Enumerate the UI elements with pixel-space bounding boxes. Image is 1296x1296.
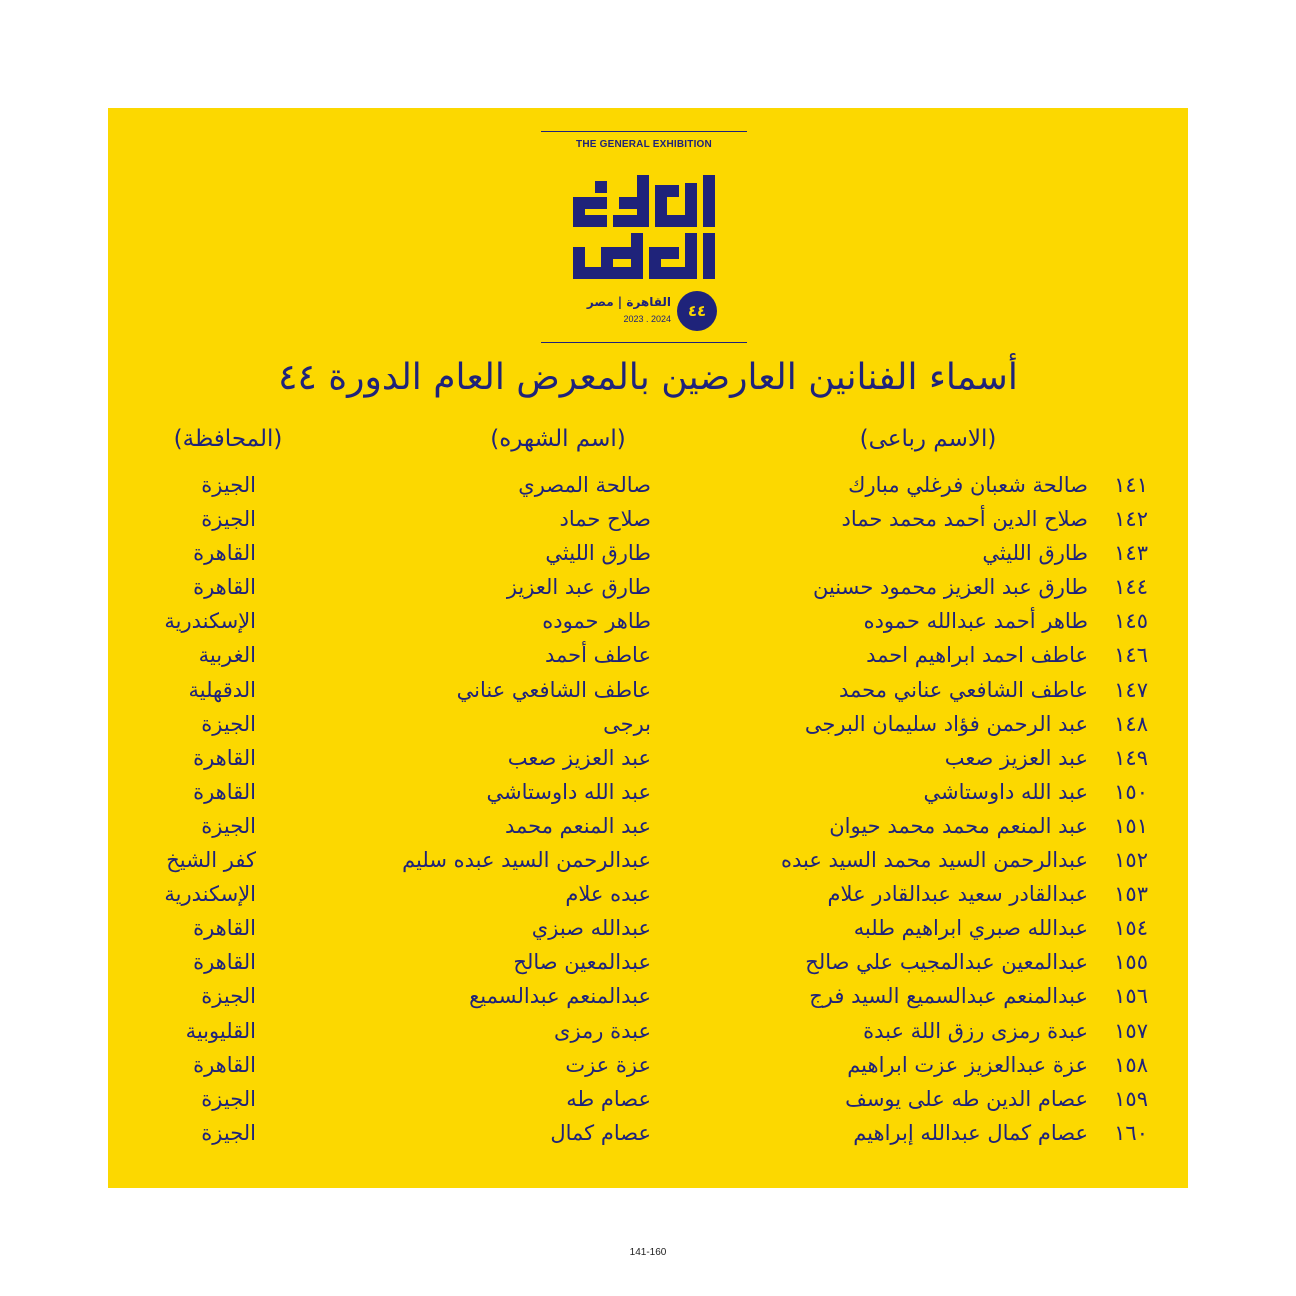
known-name: صالحة المصري: [518, 473, 651, 497]
full-name: عبد الرحمن فؤاد سليمان البرجى: [804, 711, 1088, 736]
table-row: [108, 979, 1188, 1013]
table-row: [108, 570, 1188, 604]
full-name: عبدالمنعم عبدالسميع السيد فرج: [809, 984, 1088, 1009]
full-name: طارق الليثي: [982, 541, 1088, 566]
governorate: الدقهلية: [188, 677, 256, 702]
table-row: [108, 1048, 1188, 1082]
governorate: الجيزة: [201, 1086, 256, 1111]
row-number: ١٥٥: [1114, 950, 1148, 975]
table-row: [108, 741, 1188, 775]
row-number: ١٤٥: [1114, 609, 1148, 634]
row-number: ١٦٠: [1114, 1120, 1148, 1145]
known-name: عصام طه: [566, 1086, 651, 1111]
row-number: ١٥١: [1114, 813, 1148, 838]
governorate: الغربية: [198, 643, 256, 668]
governorate: الإسكندرية: [164, 882, 256, 907]
row-number: ١٤٩: [1114, 745, 1148, 770]
known-name: صلاح حماد: [559, 507, 651, 532]
known-name: عبد العزيز صعب: [507, 745, 651, 770]
full-name: عبد المنعم محمد محمد حيوان: [829, 813, 1088, 838]
known-name: عبدالمنعم عبدالسميع: [469, 984, 651, 1009]
row-number: ١٥٤: [1114, 916, 1148, 941]
full-name: عاطف الشافعي عناني محمد: [838, 677, 1088, 702]
row-number: ١٥٩: [1114, 1086, 1148, 1111]
row-number: ١٥٢: [1114, 848, 1148, 873]
full-name: عاطف احمد ابراهيم احمد: [866, 643, 1088, 668]
yellow-panel: [108, 108, 1188, 1188]
exhibition-logo: [541, 131, 747, 344]
governorate: الإسكندرية: [164, 609, 256, 634]
governorate: القاهرة: [193, 950, 256, 975]
governorate: الجيزة: [201, 813, 256, 838]
governorate: القاهرة: [193, 779, 256, 804]
governorate: القاهرة: [193, 916, 256, 941]
full-name: عبدالله صبري ابراهيم طلبه: [853, 916, 1088, 941]
full-name: عبدالقادر سعيد عبدالقادر علام: [827, 882, 1088, 907]
table-row: [108, 877, 1188, 911]
page-title: أسماء الفنانين العارضين بالمعرض العام الدورة ٤٤: [278, 357, 1018, 398]
known-name: طارق عبد العزيز: [506, 575, 651, 600]
known-name: عبدالله صبزي: [531, 916, 651, 941]
governorate: القليوبية: [185, 1018, 256, 1043]
full-name: صلاح الدين أحمد محمد حماد: [841, 507, 1088, 532]
row-number: ١٤٦: [1114, 643, 1148, 668]
governorate: الجيزة: [201, 984, 256, 1009]
table-row: [108, 707, 1188, 741]
table-row: [108, 468, 1188, 502]
known-name: عبدالرحمن السيد عبده سليم: [402, 848, 651, 873]
logo-years: 2023 . 2024: [623, 314, 671, 324]
logo-arabic-wordmark: [573, 175, 715, 279]
logo-top-rule: [541, 131, 747, 132]
full-name: عزة عبدالعزيز عزت ابراهيم: [847, 1052, 1088, 1077]
row-number: ١٥٧: [1114, 1018, 1148, 1043]
row-number: ١٤٤: [1114, 575, 1148, 600]
row-number: ١٤٣: [1114, 541, 1148, 566]
governorate: الجيزة: [201, 1120, 256, 1145]
governorate: الجيزة: [201, 473, 256, 497]
edition-badge: ٤٤: [677, 291, 717, 331]
artist-list: [108, 468, 1188, 1150]
logo-bottom-rule: [541, 342, 747, 343]
known-name: عبدة رمزى: [554, 1018, 651, 1043]
table-row: [108, 638, 1188, 672]
header-full-name: (الاسم رباعى): [859, 426, 997, 452]
governorate: القاهرة: [193, 1052, 256, 1077]
governorate: القاهرة: [193, 745, 256, 770]
full-name: عبدالمعين عبدالمجيب علي صالح: [805, 950, 1088, 975]
full-name: صالحة شعبان فرغلي مبارك: [848, 473, 1088, 497]
known-name: عصام كمال: [550, 1120, 651, 1145]
row-number: ١٤٧: [1114, 677, 1148, 702]
row-number: ١٤١: [1114, 473, 1148, 497]
row-number: ١٤٨: [1114, 711, 1148, 736]
full-name: عصام كمال عبدالله إبراهيم: [853, 1120, 1088, 1145]
known-name: عاطف الشافعي عناني: [456, 677, 651, 702]
known-name: طاهر حموده: [542, 609, 651, 634]
table-row: [108, 843, 1188, 877]
row-number: ١٥٨: [1114, 1052, 1148, 1077]
known-name: عزة عزت: [565, 1052, 651, 1077]
table-row: [108, 604, 1188, 638]
full-name: عصام الدين طه على يوسف: [845, 1086, 1088, 1111]
table-row: [108, 502, 1188, 536]
full-name: عبد الله داوستاشي: [923, 779, 1088, 804]
known-name: برجى: [603, 711, 651, 736]
known-name: عبدالمعين صالح: [513, 950, 651, 975]
full-name: عبدة رمزى رزق اللة عبدة: [863, 1018, 1088, 1043]
known-name: طارق الليثي: [545, 541, 651, 566]
full-name: طارق عبد العزيز محمود حسنين: [812, 575, 1088, 600]
governorate: الجيزة: [201, 711, 256, 736]
governorate: الجيزة: [201, 507, 256, 532]
logo-city: القاهرة | مصر: [586, 295, 671, 309]
logo-english-title: THE GENERAL EXHIBITION: [576, 139, 712, 150]
governorate: القاهرة: [193, 575, 256, 600]
governorate: القاهرة: [193, 541, 256, 566]
table-row: [108, 1082, 1188, 1116]
governorate: كفر الشيخ: [166, 848, 256, 873]
full-name: عبد العزيز صعب: [944, 745, 1088, 770]
table-row: [108, 945, 1188, 979]
table-row: [108, 536, 1188, 570]
full-name: عبدالرحمن السيد محمد السيد عبده: [780, 848, 1088, 873]
known-name: عاطف أحمد: [544, 643, 651, 668]
row-number: ١٥٠: [1114, 779, 1148, 804]
table-row: [108, 911, 1188, 945]
known-name: عبده علام: [565, 882, 651, 907]
row-number: ١٥٦: [1114, 984, 1148, 1009]
table-row: [108, 1116, 1188, 1150]
page-range-label: 141-160: [629, 1247, 667, 1258]
header-known-name: (اسم الشهره): [490, 426, 626, 452]
row-number: ١٥٣: [1114, 882, 1148, 907]
table-row: [108, 775, 1188, 809]
table-row: [108, 673, 1188, 707]
header-governorate: (المحافظة): [173, 426, 283, 452]
row-number: ١٤٢: [1114, 507, 1148, 532]
known-name: عبد المنعم محمد: [504, 813, 651, 838]
table-row: [108, 1014, 1188, 1048]
known-name: عبد الله داوستاشي: [486, 779, 651, 804]
full-name: طاهر أحمد عبدالله حموده: [863, 609, 1088, 634]
table-row: [108, 809, 1188, 843]
